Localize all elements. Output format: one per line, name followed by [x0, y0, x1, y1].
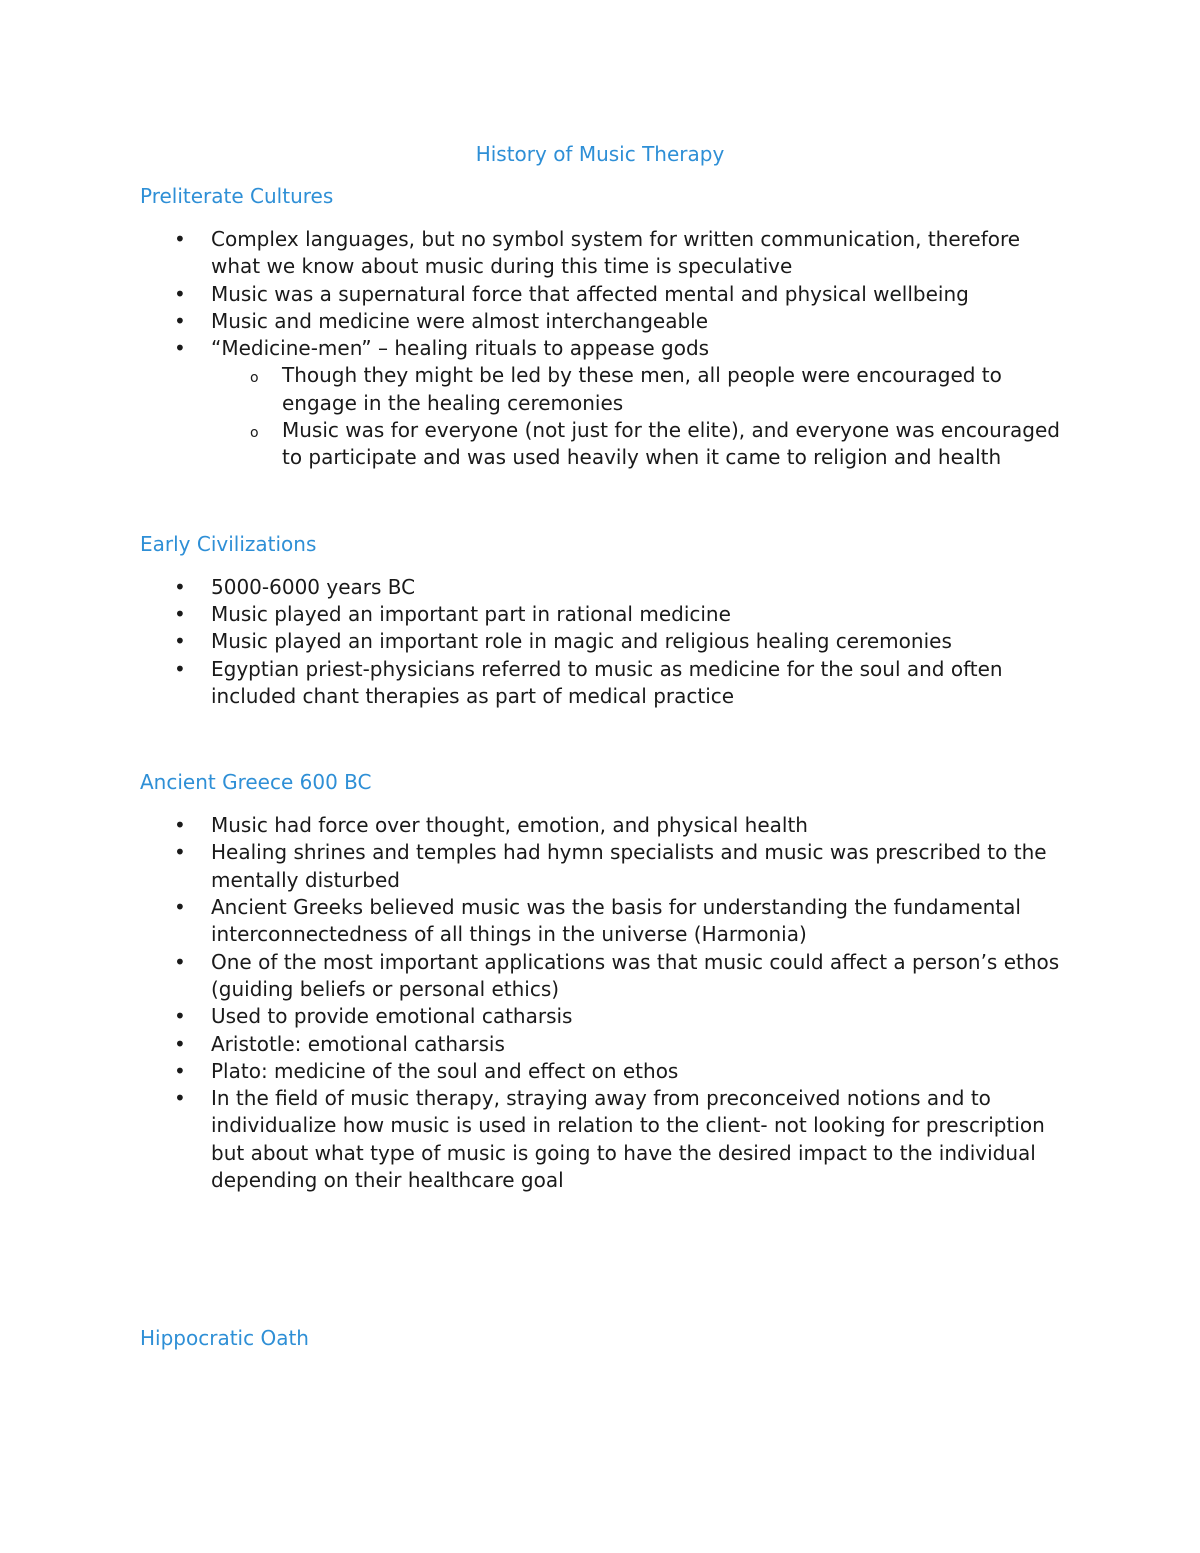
bullet-icon: •: [174, 227, 186, 251]
list-item-text: Music played an important role in magic and religious healing ceremonies: [211, 629, 952, 654]
list-item-text: Egyptian priest-physicians referred to music as medicine for the soul and often included chant therapies as part of medical practice: [211, 656, 1003, 708]
list-item: [140, 628, 1060, 655]
section-preliterate-cultures: [140, 182, 1060, 472]
section-heading: Ancient Greece 600 BC: [140, 770, 372, 795]
list-item: [140, 839, 1060, 894]
sub-list-item-text: Though they might be led by these men, all people were encouraged to engage in the healing ceremonies: [282, 363, 1002, 415]
bullet-list: [140, 226, 1060, 472]
list-item: [140, 1003, 1060, 1030]
list-item: [140, 949, 1060, 1004]
bullet-icon: •: [174, 1031, 186, 1056]
sub-list-item: [211, 362, 1060, 417]
section-spacer: [140, 1194, 1060, 1324]
sub-bullet-icon: o: [250, 370, 259, 387]
section-hippocratic-oath: [140, 1324, 1060, 1352]
bullet-icon: •: [174, 840, 186, 865]
bullet-icon: •: [174, 1086, 186, 1111]
sub-bullet-list: [211, 362, 1060, 471]
list-item-text: Plato: medicine of the soul and effect on ethos: [211, 1058, 679, 1083]
list-item-text: Healing shrines and temples had hymn specialists and music was prescribed to the mentally disturbed: [211, 840, 1047, 892]
list-item-text: Music played an important part in rational medicine: [211, 601, 731, 626]
bullet-icon: •: [174, 308, 186, 333]
list-item-text: Aristotle: emotional catharsis: [211, 1031, 505, 1056]
sub-bullet-icon: o: [250, 425, 259, 442]
list-item: [140, 656, 1060, 711]
bullet-icon: •: [174, 574, 186, 599]
section-early-civilizations: [140, 530, 1060, 710]
list-item: [140, 894, 1060, 949]
document-title: History of Music Therapy: [475, 142, 725, 166]
sub-list-item: [211, 417, 1060, 472]
list-item: [140, 335, 1060, 471]
list-item: [140, 308, 1060, 335]
bullet-icon: •: [174, 336, 186, 361]
section-heading: Preliterate Cultures: [140, 184, 334, 208]
bullet-icon: •: [174, 656, 186, 681]
list-item: [140, 281, 1060, 308]
bullet-list: [140, 574, 1060, 710]
list-item-text: Music and medicine were almost interchangeable: [211, 308, 709, 333]
section-heading: Early Civilizations: [140, 531, 317, 556]
list-item-text: Used to provide emotional catharsis: [211, 1004, 573, 1029]
list-item: [140, 1085, 1060, 1194]
list-item: [140, 812, 1060, 839]
list-item: [140, 226, 1060, 281]
list-item-text: 5000-6000 years BC: [211, 574, 416, 599]
list-item-text: Music was a supernatural force that affected mental and physical wellbeing: [211, 281, 969, 306]
list-item-text: Complex languages, but no symbol system for written communication, therefore what we know about music during this time is speculative: [211, 227, 1021, 279]
list-item-text: One of the most important applications was that music could affect a person’s ethos (guiding beliefs or personal ethics): [211, 949, 1060, 1001]
bullet-icon: •: [174, 949, 186, 974]
list-item-text: Music had force over thought, emotion, and physical health: [211, 813, 808, 838]
list-item: [140, 601, 1060, 628]
bullet-icon: •: [174, 629, 186, 654]
bullet-icon: •: [174, 813, 186, 838]
list-item-text: “Medicine-men” – healing rituals to appease gods: [211, 336, 710, 361]
sub-list-item-text: Music was for everyone (not just for the elite), and everyone was encouraged to participate and was used heavily when it came to religion and health: [282, 418, 1060, 470]
list-item: [140, 574, 1060, 601]
bullet-icon: •: [174, 1004, 186, 1029]
list-item-text: Ancient Greeks believed music was the basis for understanding the fundamental interconnectedness of all things in the universe (Harmonia): [211, 895, 1021, 947]
section-spacer: [140, 710, 1060, 768]
bullet-icon: •: [174, 895, 186, 920]
list-item-text: In the field of music therapy, straying away from preconceived notions and to individualize how music is used in relation to the client- not looking for prescription but about what type of music is going to have the desired impact to the individual depending on their healthcare goal: [211, 1086, 1045, 1193]
list-item: [140, 1031, 1060, 1058]
list-item: [140, 1058, 1060, 1085]
section-spacer: [140, 472, 1060, 530]
bullet-icon: •: [174, 281, 186, 306]
bullet-icon: •: [174, 601, 186, 626]
section-heading: Hippocratic Oath: [140, 1326, 309, 1351]
bullet-list: [140, 812, 1060, 1194]
section-ancient-greece: [140, 768, 1060, 1194]
bullet-icon: •: [174, 1058, 186, 1083]
